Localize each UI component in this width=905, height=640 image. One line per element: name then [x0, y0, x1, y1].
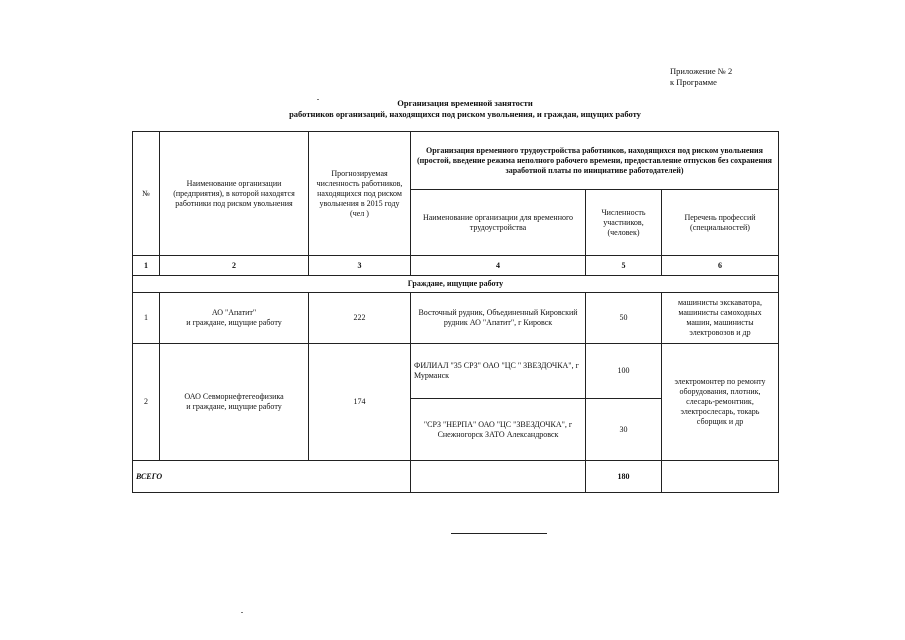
col-number: 1	[133, 256, 160, 276]
table-row	[133, 344, 779, 399]
col-number: 3	[309, 256, 411, 276]
section-title: Граждане, ищущие работу	[133, 276, 779, 293]
title-line-2: работников организаций, находящихся под риском увольнения, и граждан, ищущих работу	[289, 109, 641, 119]
col-number: 2	[160, 256, 309, 276]
section-row	[133, 276, 779, 293]
appendix-line-2: к Программе	[670, 77, 717, 87]
row-professions: электромонтер по ремонту оборудования, плотник, слесарь-ремонтник, электрослесарь, токарь сборщик и др	[662, 344, 779, 461]
row-participants-b: 30	[586, 399, 662, 461]
appendix-note	[670, 66, 732, 88]
employment-table	[132, 131, 779, 493]
col-number: 6	[662, 256, 779, 276]
header-num: №	[133, 132, 160, 256]
row-org-name	[160, 293, 309, 344]
header-temp-org: Наименование организации для временного трудоустройства	[411, 190, 586, 256]
scan-speck	[317, 99, 319, 100]
scan-speck	[241, 612, 243, 613]
org-name-line-1: ОАО Севморнефтегеофизика	[184, 392, 284, 401]
org-name-line-2: и граждане, ищущие работу	[186, 318, 282, 327]
row-temp-org-a: ФИЛИАЛ "35 СРЗ" ОАО "ЦС " ЗВЕЗДОЧКА", г Мурманск	[411, 344, 586, 399]
closing-line	[451, 533, 547, 534]
row-num: 1	[133, 293, 160, 344]
col-number: 5	[586, 256, 662, 276]
header-org-name: Наименование организации (предприятия), в которой находятся работники под риском увольнения	[160, 132, 309, 256]
header-row-1	[133, 132, 779, 190]
total-empty-cell	[411, 461, 586, 493]
row-forecast: 222	[309, 293, 411, 344]
total-row	[133, 461, 779, 493]
header-temp-group: Организация временного трудоустройства работников, находящихся под риском увольнения (простой, введение режима неполного рабочего времени, предоставление отпусков без сохранения заработной платы по инициативе работодателей)	[411, 132, 779, 190]
row-num: 2	[133, 344, 160, 461]
total-empty-cell	[662, 461, 779, 493]
total-label: ВСЕГО	[133, 461, 411, 493]
org-name-line-1: АО "Апатит"	[211, 308, 257, 317]
table-row	[133, 293, 779, 344]
header-professions: Перечень профессий (специальностей)	[662, 190, 779, 256]
total-value: 180	[586, 461, 662, 493]
header-participants: Численность участников, (человек)	[586, 190, 662, 256]
appendix-line-1: Приложение № 2	[670, 66, 733, 76]
row-temp-org-b: "СРЗ "НЕРПА" ОАО "ЦС "ЗВЕЗДОЧКА", г Снежногорск ЗАТО Александровск	[411, 399, 586, 461]
col-number: 4	[411, 256, 586, 276]
row-professions: машинисты экскаватора, машинисты самоходных машин, машинисты электровозов и др	[662, 293, 779, 344]
header-forecast: Прогнозируемая численность работников, находящихся под риском увольнения в 2015 году (чел )	[309, 132, 411, 256]
row-participants-a: 100	[586, 344, 662, 399]
title-line-1: Организация временной занятости	[397, 98, 533, 108]
column-numbers-row	[133, 256, 779, 276]
org-name-line-2: и граждане, ищущие работу	[186, 402, 282, 411]
row-participants: 50	[586, 293, 662, 344]
row-temp-org: Восточный рудник, Объединенный Кировский рудник АО "Апатит", г Кировск	[411, 293, 586, 344]
row-forecast: 174	[309, 344, 411, 461]
document-title	[230, 98, 700, 120]
row-org-name	[160, 344, 309, 461]
